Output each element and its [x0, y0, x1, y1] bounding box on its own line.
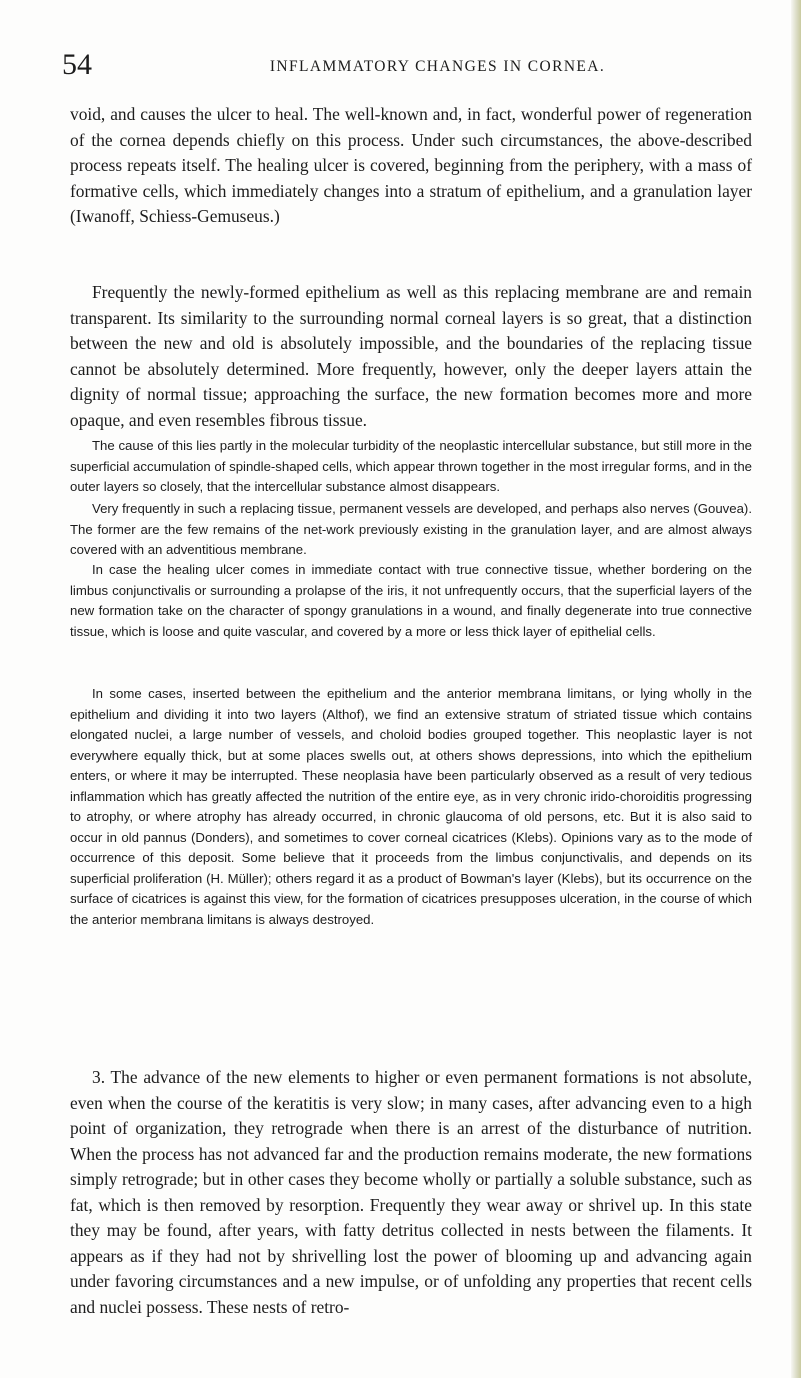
paragraph-retrograde-formations: 3. The advance of the new elements to higher or even permanent formations is not absolute, even when the course of the keratitis is very slow; in many cases, after advancing even to a high point of organization, they retrograde when there is an arrest of the disturbance of nutrition. When the process has not advanced far and the production remains moderate, the new formations simply retrograde; but in other cases they become wholly or partially a soluble substance, such as fat, which is then removed by resorption. Frequently they wear away or shrivel up. In this state they may be found, after years, with fatty detritus collected in nests between the filaments. It appears as if they had not by shrivelling lost the power of blooming up and advancing again under favoring circumstances and a new impulse, or of unfolding any properties that recent cells and nuclei possess. These nests of retro- [70, 1067, 752, 1317]
paragraph-connective-tissue: In case the healing ulcer comes in immediate contact with true connective tissue, whether bordering on the limbus conjunctivalis or surrounding a prolapse of the iris, it not unfrequently occurs, that the superficial layers of the new formation take on the character of spongy granulations in a wound, and finally degenerate into true connective tissue, which is loose and quite vascular, and covered by a more or less thick layer of epithelial cells. [70, 562, 752, 639]
paragraph-striated-stratum: In some cases, inserted between the epithelium and the anterior membrana limitans, or lying wholly in the epithelium and dividing it into two layers (Althof), we find an extensive stratum of striated tissue which contains elongated nuclei, a large number of vessels, and choloid bodies grouped together. This neoplastic layer is not everywhere equally thick, but at some places swells out, at others shows depressions, into which the epithelium enters, or where it may be interrupted. These neoplasia have been particularly observed as a result of very tedious inflammation which has greatly affected the nutrition of the entire eye, as in very chronic irido-choroiditis progressing to atrophy, or where atrophy has already occurred, in chronic glaucoma of old persons, etc. But it is also said to occur in old pannus (Donders), and sometimes to cover corneal cicatrices (Klebs). Opinions vary as to the mode of occurrence of this deposit. Some believe that it proceeds from the limbus conjunctivalis, and depends on its superficial proliferation (H. Müller); others regard it as a product of Bowman's layer (Klebs), but its occurrence on the surface of cicatrices is against this view, for the formation of cicatrices presupposes ulceration, in the course of which the anterior membrana limitans is always destroyed. [70, 686, 752, 927]
page-number: 54 [62, 48, 92, 81]
page-edge [791, 0, 801, 1378]
page-header [62, 48, 752, 88]
running-title: INFLAMMATORY CHANGES IN CORNEA. [269, 58, 606, 75]
paragraph-opacity-cause: The cause of this lies partly in the molecular turbidity of the neoplastic intercellular substance, but still more in the superficial accumulation of spindle-shaped cells, which appear thrown together in the most irregular forms, and in the outer layers so closely, that the intercellular substance almost disappears. [70, 438, 752, 494]
paragraph-transparency: Frequently the newly-formed epithelium as well as this replacing membrane are and remain transparent. Its similarity to the surrounding normal corneal layers is so great, that a distinction between the new and old is absolutely impossible, and the boundaries of the replacing tissue cannot be absolutely determined. More frequently, however, only the deeper layers attain the dignity of normal tissue; approaching the surface, the new formation becomes more and more opaque, and even resembles fibrous tissue. [70, 282, 752, 430]
paragraph-vessels: Very frequently in such a replacing tissue, permanent vessels are developed, and perhaps also nerves (Gouvea). The former are the few remains of the net-work previously existing in the granulation layer, and are almost always covered with an adventitious membrane. [70, 501, 752, 557]
paragraph-regeneration: void, and causes the ulcer to heal. The well-known and, in fact, wonderful power of regeneration of the cornea depends chiefly on this process. Under such circumstances, the above-described process repeats itself. The healing ulcer is covered, beginning from the periphery, with a mass of formative cells, which immediately changes into a stratum of epithelium, and a granulation layer (Iwanoff, Schiess-Gemuseus.) [70, 104, 752, 226]
